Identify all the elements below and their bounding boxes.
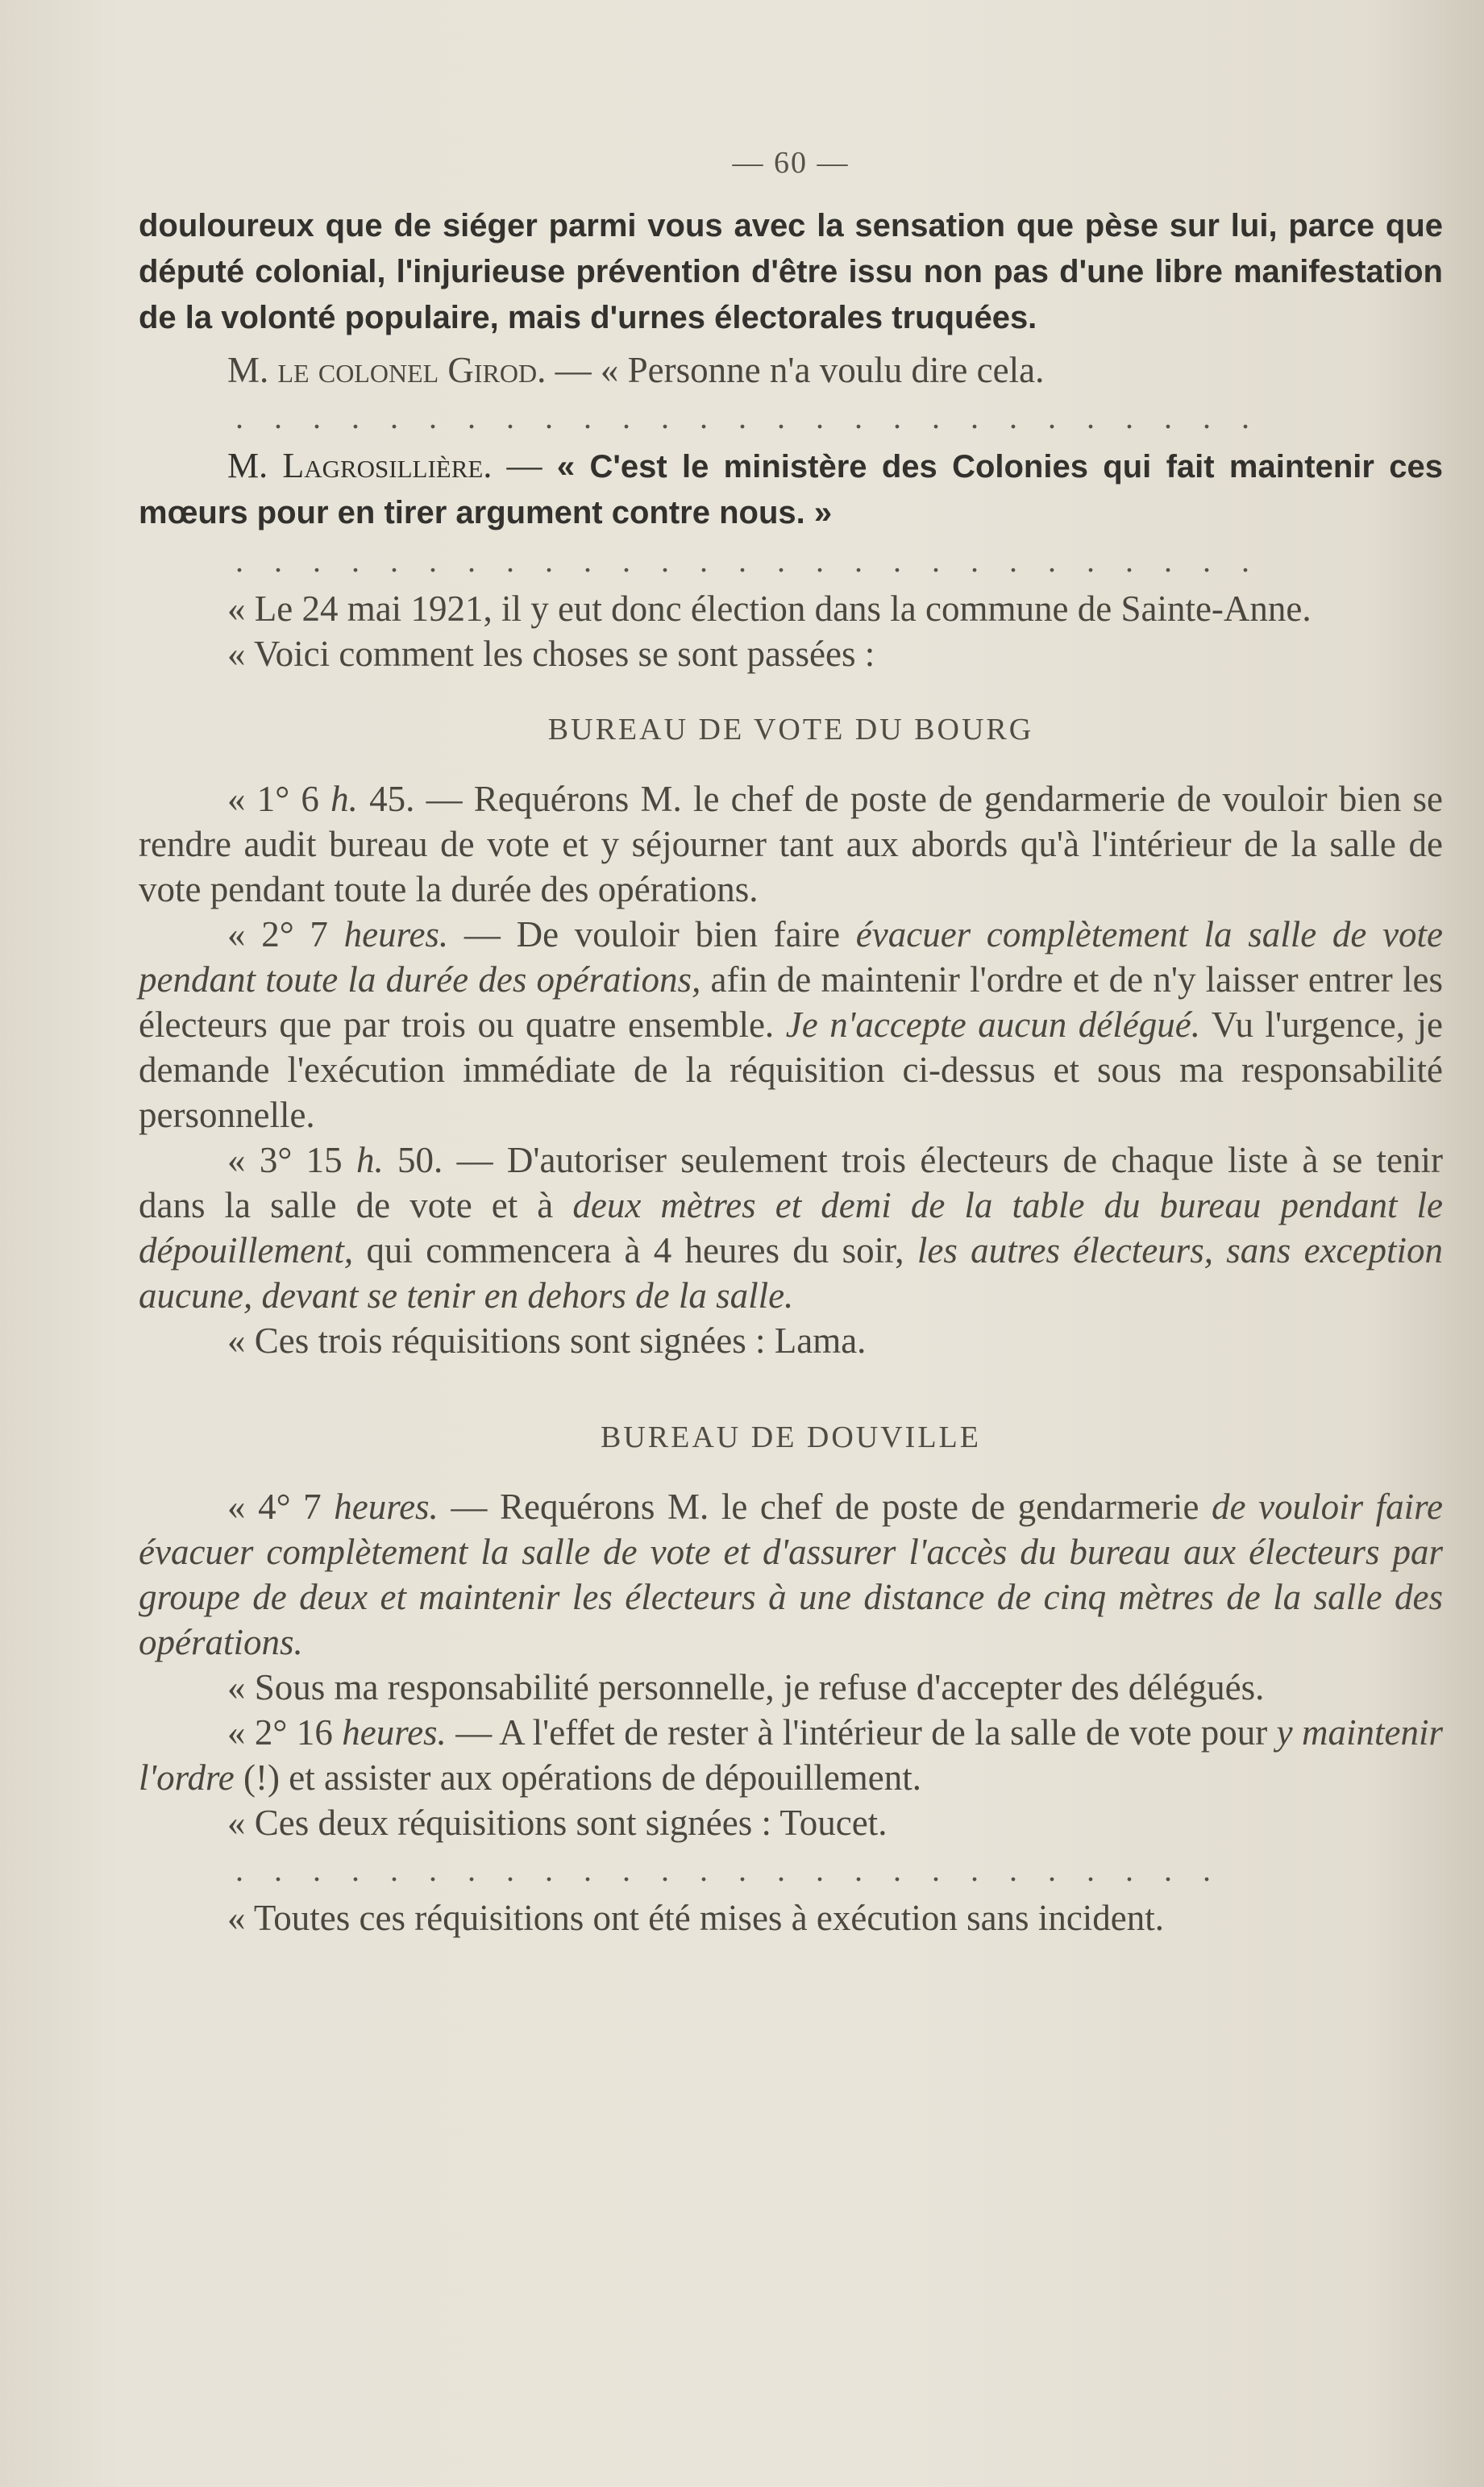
r2-text-c: Vu l'urgence, je demande l'exécution immédiate de la réquisition ci-dessus et sous ma responsabilité personnelle. xyxy=(139,1004,1443,1135)
intro-paragraph: douloureux que de siéger parmi vous avec la sensation que pèse sur lui, parce que député colonial, l'injurieuse prévention d'être issu non pas d'une libre manifestation de la volonté populaire, mais d'urnes électorales truquées. xyxy=(139,208,1443,335)
requisition-4 xyxy=(139,1484,1443,1665)
douville-signed: « Ces deux réquisitions sont signées : Toucet. xyxy=(227,1803,887,1843)
r3-text-b: qui commencera à 4 heures du soir, xyxy=(353,1230,917,1271)
girod-text: « Personne n'a voulu dire cela. xyxy=(600,350,1045,390)
r3-italic-b: les autres électeurs, sans exception aucune, devant se tenir en dehors de la salle. xyxy=(139,1230,1443,1316)
voici-paragraph: « Voici comment les choses se sont passées : xyxy=(227,634,875,674)
r4-heures: heures. xyxy=(334,1487,439,1527)
r1-text: 45. — Requérons M. le chef de poste de gendarmerie de vouloir bien se rendre audit bureau de vote et y séjourner tant aux abords qu'à l'intérieur de la salle de vote pendant toute la durée des opérations. xyxy=(139,779,1444,909)
requisition-5 xyxy=(139,1710,1443,1800)
r3-lead: « 3° 15 xyxy=(227,1140,343,1180)
page-number: — 60 — xyxy=(732,146,850,180)
girod-speaker: M. le colonel Girod. — xyxy=(227,350,592,390)
r2-lead: « 2° 7 xyxy=(227,914,328,954)
ellipsis-row-1: . . . . . . . . . . . . . . . . . . . . . . . . . . . xyxy=(235,399,1261,435)
r4-lead: « 4° 7 xyxy=(227,1487,322,1527)
lagrosilliere-text: « C'est le ministère des Colonies qui fait maintenir ces mœurs pour en tirer argument contre nous. » xyxy=(139,449,1443,530)
r1-lead: « 1° 6 xyxy=(227,779,319,819)
r5-italic-a: y maintenir l'ordre xyxy=(139,1712,1444,1798)
requisition-1 xyxy=(139,776,1443,912)
r5-lead: « 2° 16 xyxy=(227,1712,333,1753)
r2-text-a: — De vouloir bien faire xyxy=(448,914,856,954)
lagrosilliere-speaker: M. Lagrosillière. — xyxy=(227,446,542,485)
r3-italic-a: deux mètres et demi de la table du bureau pendant le dépouillement, xyxy=(139,1185,1443,1271)
r2-heures: heures. xyxy=(343,914,449,954)
girod-paragraph xyxy=(139,347,1443,393)
r3-text-a: 50. — D'autoriser seulement trois électeurs de chaque liste à se tenir dans la salle de vote et à xyxy=(139,1140,1444,1225)
closing-paragraph: « Toutes ces réquisitions ont été mises à exécution sans incident. xyxy=(227,1898,1165,1938)
text-column xyxy=(139,145,1443,1940)
r3-h: h. xyxy=(355,1140,384,1180)
requisition-2 xyxy=(139,912,1443,1137)
heading-bureau-douville: BUREAU DE DOUVILLE xyxy=(601,1420,981,1454)
ellipsis-row-3: . . . . . . . . . . . . . . . . . . . . . . . . . . xyxy=(235,1852,1222,1888)
r2-italic-a: évacuer complètement la salle de vote pendant toute la durée des opérations, xyxy=(139,914,1444,1000)
ellipsis-row-2: . . . . . . . . . . . . . . . . . . . . . . . . . . . xyxy=(235,543,1261,579)
r2-text-b: afin de maintenir l'ordre et de n'y laisser entrer les électeurs que par trois ou quatre ensemble. xyxy=(139,959,1444,1045)
lagrosilliere-paragraph xyxy=(139,443,1443,536)
r5-text-b: (!) et assister aux opérations de dépouillement. xyxy=(234,1757,922,1798)
heading-bureau-bourg: BUREAU DE VOTE DU BOURG xyxy=(547,713,1034,747)
r1-h: h. xyxy=(330,779,358,819)
requisition-3 xyxy=(139,1137,1443,1318)
bourg-signed: « Ces trois réquisitions sont signées : Lama. xyxy=(227,1320,867,1361)
r4-italic-a: de vouloir faire évacuer complètement la salle de vote et d'assurer l'accès du bureau aux électeurs par groupe de deux et maintenir les électeurs à une distance de cinq mètres de la salle des opérations. xyxy=(139,1487,1443,1662)
r5-text-a: — A l'effet de rester à l'intérieur de la salle de vote pour xyxy=(446,1712,1277,1753)
douville-responsibility: « Sous ma responsabilité personnelle, je refuse d'accepter des délégués. xyxy=(227,1667,1265,1707)
r4-text-a: — Requérons M. le chef de poste de gendarmerie xyxy=(438,1487,1212,1527)
r5-heures: heures. xyxy=(342,1712,447,1753)
election-paragraph: « Le 24 mai 1921, il y eut donc élection dans la commune de Sainte-Anne. xyxy=(227,588,1311,629)
r2-italic-b: Je n'accepte aucun délégué. xyxy=(785,1004,1200,1045)
